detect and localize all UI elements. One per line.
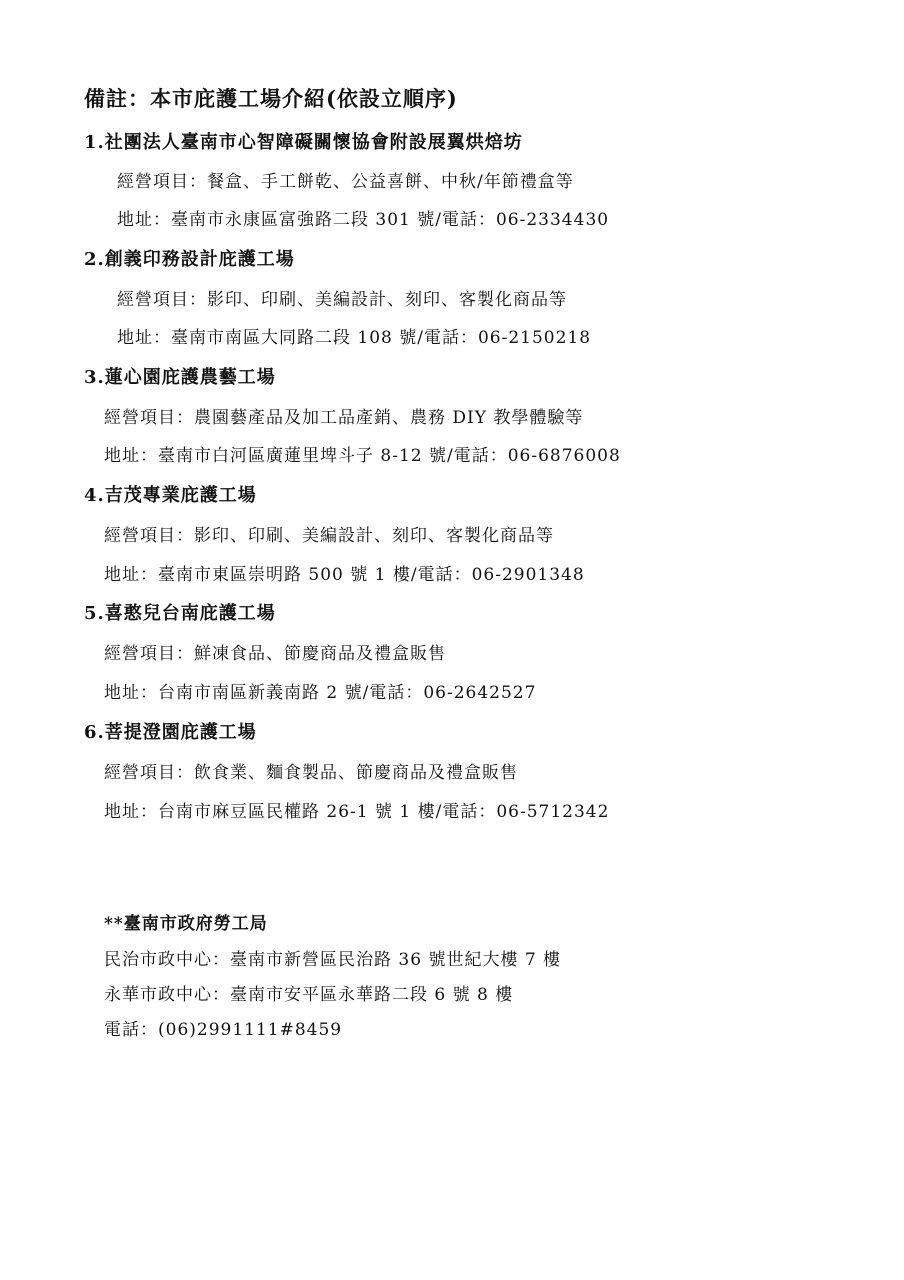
entry-heading: 2.創義印務設計庇護工場 bbox=[84, 249, 295, 270]
entry-heading: 6.菩提澄園庇護工場 bbox=[84, 722, 257, 743]
entry-business: 經營項目：影印、印刷、美編設計、刻印、客製化商品等 bbox=[117, 290, 567, 310]
entry-business: 經營項目：影印、印刷、美編設計、刻印、客製化商品等 bbox=[104, 526, 554, 546]
entry-business: 經營項目：農園藝產品及加工品產銷、農務 DIY 教學體驗等 bbox=[104, 408, 584, 428]
entry-address: 地址：臺南市永康區富強路二段 301 號/電話：06-2334430 bbox=[117, 210, 610, 230]
entry-address: 地址：臺南市東區崇明路 500 號 1 樓/電話：06-2901348 bbox=[104, 565, 585, 585]
footer-line: 永華市政中心：臺南市安平區永華路二段 6 號 8 樓 bbox=[104, 985, 514, 1005]
entry-address: 地址：台南市麻豆區民權路 26-1 號 1 樓/電話：06-5712342 bbox=[104, 802, 610, 822]
entry-address: 地址：臺南市白河區廣蓮里埤斗子 8-12 號/電話：06-6876008 bbox=[104, 446, 621, 466]
entry-address: 地址：台南市南區新義南路 2 號/電話：06-2642527 bbox=[104, 683, 537, 703]
page-title: 備註：本市庇護工場介紹(依設立順序) bbox=[84, 86, 458, 111]
entry-heading: 1.社團法人臺南市心智障礙關懷協會附設展翼烘焙坊 bbox=[84, 132, 523, 153]
entry-heading: 5.喜憨兒台南庇護工場 bbox=[84, 603, 276, 624]
footer-title: **臺南市政府勞工局 bbox=[104, 914, 268, 934]
entry-address: 地址：臺南市南區大同路二段 108 號/電話：06-2150218 bbox=[117, 328, 592, 348]
footer-line: 民治市政中心：臺南市新營區民治路 36 號世紀大樓 7 樓 bbox=[104, 950, 562, 970]
entry-business: 經營項目：飲食業、麵食製品、節慶商品及禮盒販售 bbox=[104, 763, 518, 783]
entry-heading: 3.蓮心園庇護農藝工場 bbox=[84, 367, 276, 388]
entry-heading: 4.吉茂專業庇護工場 bbox=[84, 485, 257, 506]
footer-line: 電話：(06)2991111#8459 bbox=[104, 1020, 343, 1040]
entry-business: 經營項目：餐盒、手工餅乾、公益喜餅、中秋/年節禮盒等 bbox=[117, 172, 574, 192]
entry-business: 經營項目：鮮凍食品、節慶商品及禮盒販售 bbox=[104, 644, 446, 664]
